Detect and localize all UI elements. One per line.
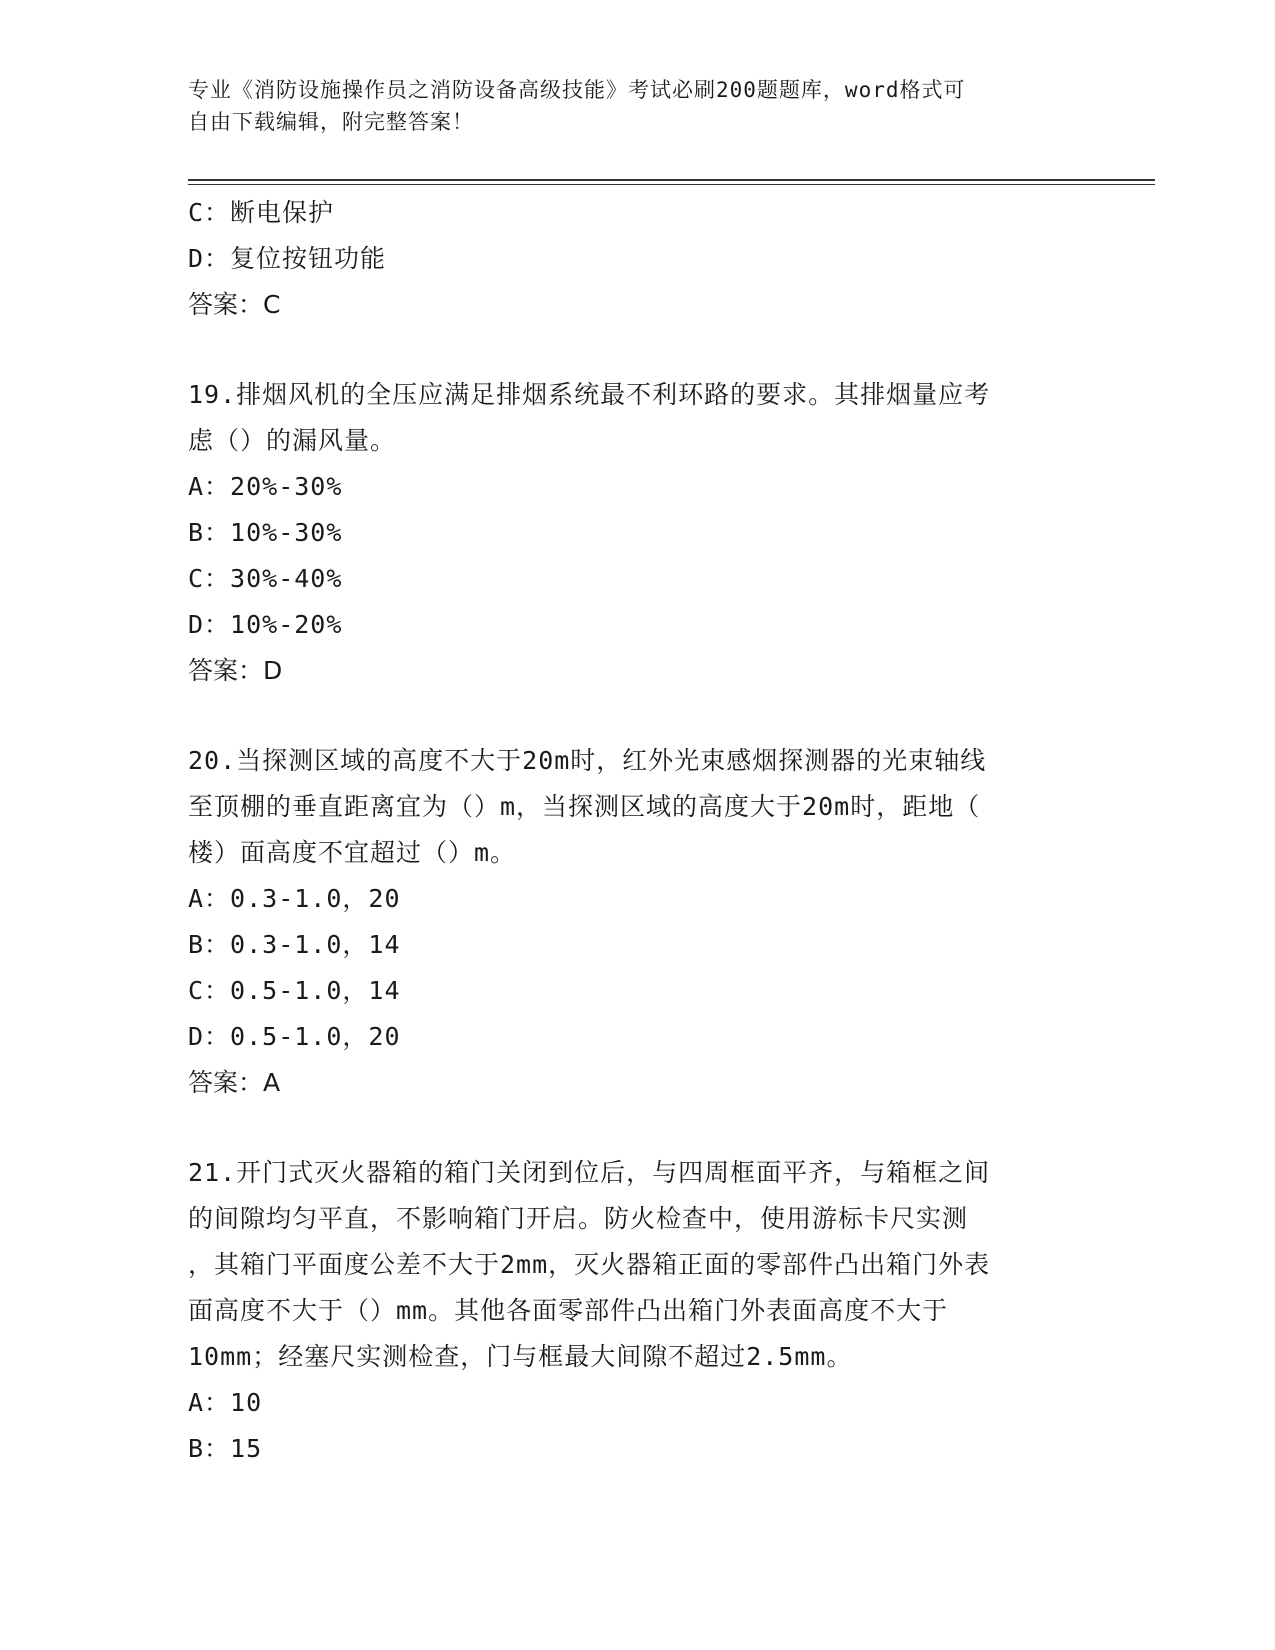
question-stem: 的间隙均匀平直，不影响箱门开启。防火检查中，使用游标卡尺实测 (188, 1204, 969, 1233)
question-stem: 虑（）的漏风量。 (188, 426, 397, 455)
question-stem: 10mm；经塞尺实测检查，门与框最大间隙不超过2.5mm。 (188, 1342, 853, 1371)
spacer (188, 694, 1088, 738)
question-stem: 至顶棚的垂直距离宜为（）m，当探测区域的高度大于20m时，距地（ (188, 792, 981, 821)
option-b: B：15 (188, 1434, 263, 1463)
option-c: C：断电保护 (188, 198, 335, 227)
question-18-tail (188, 190, 1088, 328)
option-c: C：0.5-1.0，14 (188, 976, 401, 1005)
option-a: A：0.3-1.0，20 (188, 884, 401, 913)
question-stem: 楼）面高度不宜超过（）m。 (188, 838, 517, 867)
spacer (188, 1106, 1088, 1150)
question-list (188, 190, 1088, 1472)
option-b: B：10%-30% (188, 518, 343, 547)
question-20 (188, 738, 1088, 1106)
question-stem: 20.当探测区域的高度不大于20m时，红外光束感烟探测器的光束轴线 (188, 746, 987, 775)
answer: 答案：C (188, 290, 281, 319)
header-divider-thick (188, 179, 1155, 181)
option-a: A：20%-30% (188, 472, 343, 501)
document-header (188, 74, 1088, 138)
header-line-1: 专业《消防设施操作员之消防设备高级技能》考试必刷200题题库，word格式可 (188, 78, 966, 102)
option-b: B：0.3-1.0，14 (188, 930, 401, 959)
question-19 (188, 372, 1088, 694)
question-stem: 面高度不大于（）mm。其他各面零部件凸出箱门外表面高度不大于 (188, 1296, 949, 1325)
option-d: D：复位按钮功能 (188, 244, 387, 273)
question-stem: 19.排烟风机的全压应满足排烟系统最不利环路的要求。其排烟量应考 (188, 380, 991, 409)
option-d: D：10%-20% (188, 610, 343, 639)
question-stem: ，其箱门平面度公差不大于2mm，灭火器箱正面的零部件凸出箱门外表 (188, 1250, 991, 1279)
header-divider-thin (188, 184, 1155, 185)
question-stem: 21.开门式灭火器箱的箱门关闭到位后，与四周框面平齐，与箱框之间 (188, 1158, 991, 1187)
question-21 (188, 1150, 1088, 1472)
answer: 答案：A (188, 1068, 281, 1097)
option-a: A：10 (188, 1388, 263, 1417)
spacer (188, 328, 1088, 372)
header-line-2: 自由下载编辑，附完整答案！ (188, 110, 474, 134)
option-d: D：0.5-1.0，20 (188, 1022, 401, 1051)
option-c: C：30%-40% (188, 564, 343, 593)
answer: 答案：D (188, 656, 283, 685)
